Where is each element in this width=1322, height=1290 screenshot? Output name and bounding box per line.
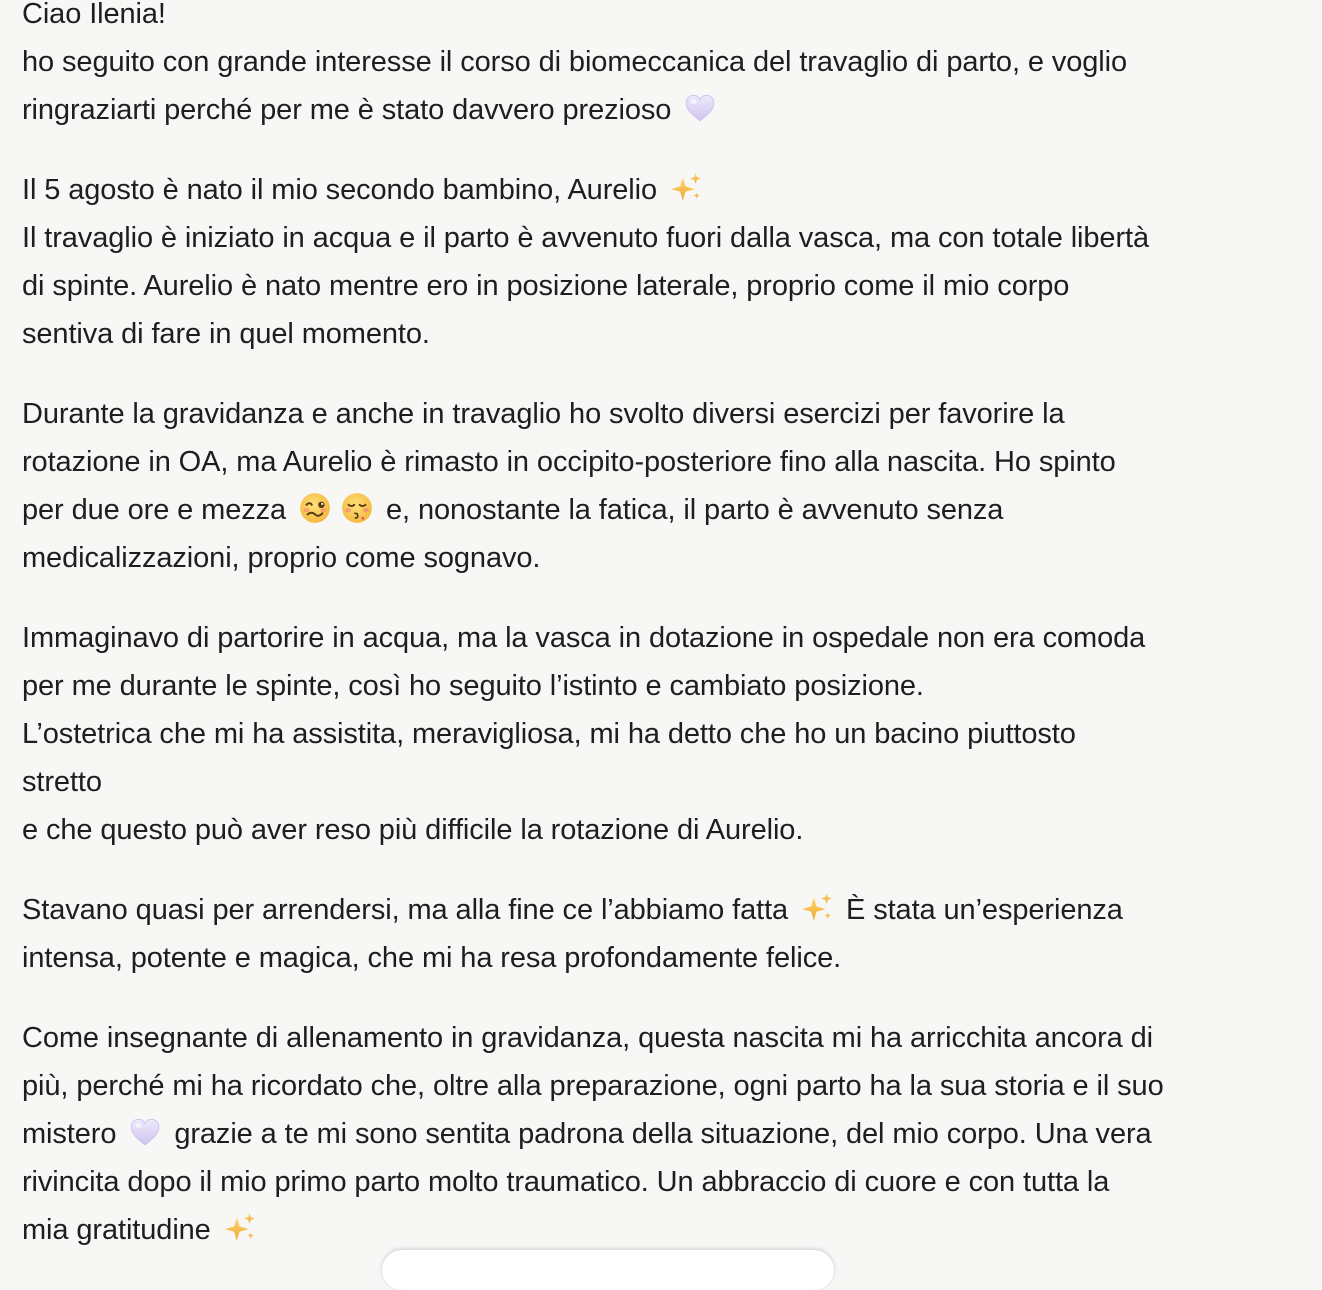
paragraph-greeting — [22, 0, 1312, 134]
text-segment: È stata un’esperienza — [846, 894, 1123, 926]
text-segment: per due ore e mezza — [22, 494, 287, 526]
greeting-line: Ciao Ilenia! — [22, 0, 166, 30]
text-line: rivincita dopo il mio primo parto molto traumatico. Un abbraccio di cuore e con tutta la — [22, 1166, 1110, 1198]
paragraph-water — [22, 614, 1312, 854]
text-line: rotazione in OA, ma Aurelio è rimasto in occipito-posteriore fino alla nascita. Ho spinto — [22, 446, 1116, 478]
text-line: ho seguito con grande interesse il corso di biomeccanica del travaglio di parto, e voglio — [22, 46, 1128, 78]
text-line: di spinte. Aurelio è nato mentre ero in posizione laterale, proprio come il mio corpo — [22, 270, 1070, 302]
text-line — [22, 886, 1312, 934]
paragraph-experience — [22, 886, 1312, 982]
text-line: intensa, potente e magica, che mi ha resa profondamente felice. — [22, 942, 842, 974]
text-line: stretto — [22, 766, 102, 798]
text-line: per me durante le spinte, così ho seguito l’istinto e cambiato posizione. — [22, 670, 924, 702]
text-segment: mia gratitudine — [22, 1214, 211, 1246]
text-line — [22, 486, 1312, 534]
paragraph-pregnancy — [22, 390, 1312, 582]
message-body — [22, 0, 1312, 1286]
text-segment: e, nonostante la fatica, il parto è avvenuto senza — [386, 494, 1004, 526]
text-line: più, perché mi ha ricordato che, oltre alla preparazione, ogni parto ha la sua storia e il suo — [22, 1070, 1164, 1102]
text-line — [22, 86, 1312, 134]
text-line: e che questo può aver reso più difficile la rotazione di Aurelio. — [22, 814, 804, 846]
text-segment: Il 5 agosto è nato il mio secondo bambino, Aurelio — [22, 174, 658, 206]
text-line: medicalizzazioni, proprio come sognavo. — [22, 542, 541, 574]
paragraph-gratitude — [22, 1014, 1312, 1254]
text-line: Come insegnante di allenamento in gravidanza, questa nascita mi ha arricchita ancora di — [22, 1022, 1154, 1054]
text-line: L’ostetrica che mi ha assistita, meravigliosa, mi ha detto che ho un bacino piuttosto — [22, 718, 1076, 750]
text-line — [22, 1110, 1312, 1158]
text-line: sentiva di fare in quel momento. — [22, 318, 430, 350]
sparkles-icon — [669, 171, 703, 205]
text-line — [22, 166, 1312, 214]
text-segment: grazie a te mi sono sentita padrona della situazione, del mio corpo. Una vera — [174, 1118, 1152, 1150]
text-segment: mistero — [22, 1118, 117, 1150]
text-segment: ringraziarti perché per me è stato davvero prezioso — [22, 94, 672, 126]
bottom-floating-pill[interactable] — [382, 1250, 834, 1290]
paragraph-birth — [22, 166, 1312, 358]
light-purple-heart-icon — [683, 91, 717, 125]
text-line: Immaginavo di partorire in acqua, ma la vasca in dotazione in ospedale non era comoda — [22, 622, 1146, 654]
text-line — [22, 1206, 1312, 1254]
sparkles-icon — [800, 891, 834, 925]
text-segment: Stavano quasi per arrendersi, ma alla fine ce l’abbiamo fatta — [22, 894, 789, 926]
woozy-face-icon — [298, 491, 332, 525]
text-line: Il travaglio è iniziato in acqua e il parto è avvenuto fuori dalla vasca, ma con totale libertà — [22, 222, 1149, 254]
sparkles-icon — [223, 1211, 257, 1245]
kissing-face-icon — [340, 491, 374, 525]
text-line: Durante la gravidanza e anche in travaglio ho svolto diversi esercizi per favorire la — [22, 398, 1065, 430]
light-purple-heart-icon — [128, 1115, 162, 1149]
